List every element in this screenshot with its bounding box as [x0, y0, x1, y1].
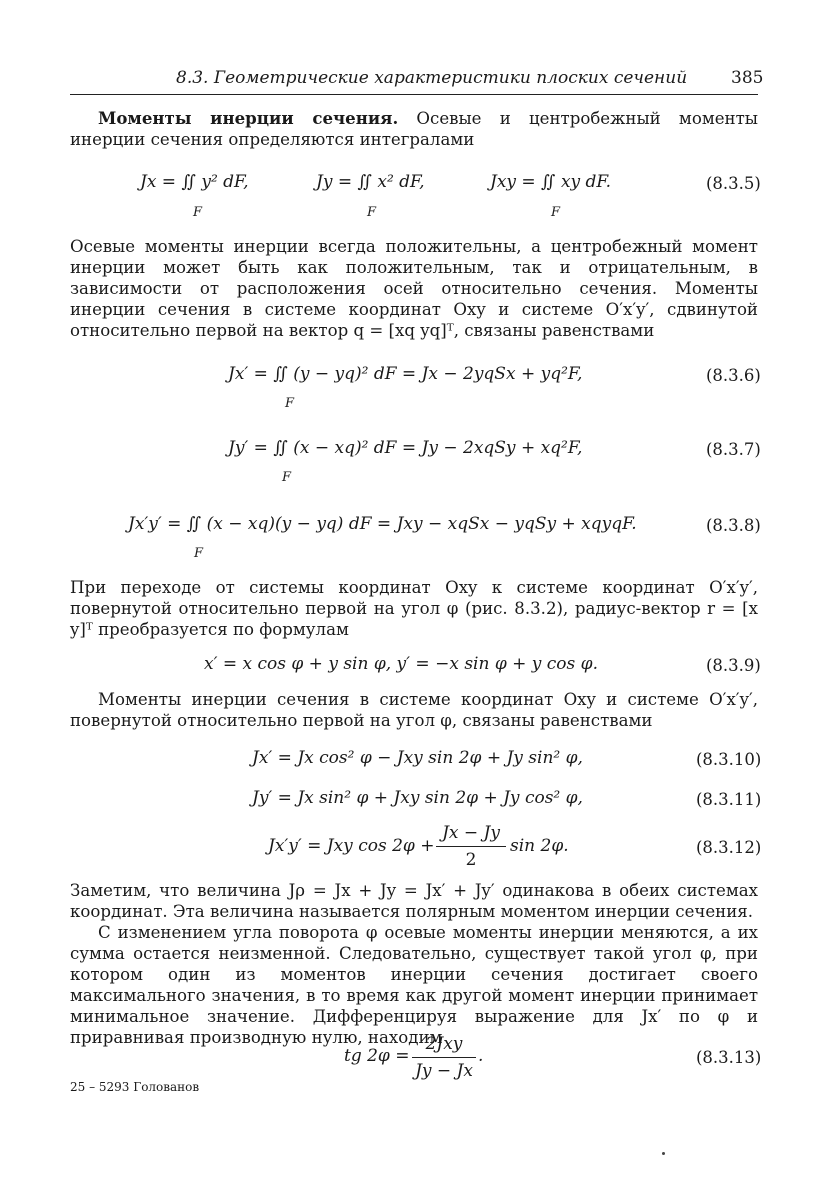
equation-number: (8.3.7) [706, 440, 761, 459]
equation-number: (8.3.10) [696, 750, 762, 769]
signature-footer: 25 – 5293 Голованов [70, 1080, 200, 1094]
paragraph-intro-text: Осевые и центробежный моменты инерции сечения определяются интегралами [70, 109, 758, 149]
equation-number: (8.3.9) [706, 656, 761, 675]
equation-8-3-12-left: Jx′y′ = Jxy cos 2φ + [268, 836, 435, 856]
paragraph-rotation-moments: Моменты инерции сечения в системе координат Oxy и системе O′x′y′, повернутой относительно первой на угол φ, связаны равенствами [70, 690, 758, 730]
fraction-bar [412, 1057, 476, 1058]
fraction-numerator: 2Jxy [425, 1034, 463, 1054]
paragraph-rotation: При переходе от системы координат Oxy к системе координат O′x′y′, повернутой относительно первой на угол φ (рис. 8.3.2), радиус-вектор r = [x y]ᵀ преобразуется по формулам [70, 578, 758, 639]
paragraph-principal-axes: С изменением угла поворота φ осевые моменты инерции меняются, а их сумма остается неизменной. Следовательно, существует такой угол φ, при котором один из моментов инерции сечения достигает своего максимального значения, в то время как другой момент инерции принимает минимальное значение. Дифференцируя выражение для Jx′ по φ и приравнивая производную нулю, находим [70, 923, 758, 1047]
equation-8-3-8: Jx′y′ = ∬ (x − xq)(y − yq) dF = Jxy − xqSx − yqSy + xqyqF. [128, 514, 637, 534]
equation-8-3-12-right: sin 2φ. [510, 836, 569, 856]
equation-number: (8.3.6) [706, 366, 761, 385]
equation-number: (8.3.11) [696, 790, 762, 809]
equation-8-3-13-right: . [478, 1046, 484, 1066]
integral-subscript: F [285, 396, 295, 411]
equation-8-3-5a: Jx = ∬ y² dF, [140, 172, 249, 192]
running-header-title: 8.3. Геометрические характеристики плоских сечений [176, 68, 688, 88]
equation-number: (8.3.8) [706, 516, 761, 535]
equation-8-3-13-left: tg 2φ = [344, 1046, 410, 1066]
paragraph-polar-moment: Заметим, что величина Jρ = Jx + Jy = Jx′ + Jy′ одинакова в обеих системах координат. Эта величина называется полярным моментом инерции сечения. [70, 881, 758, 921]
integral-subscript: F [282, 470, 292, 485]
fraction-numerator: Jx − Jy [442, 823, 500, 843]
equation-8-3-7: Jy′ = ∬ (x − xq)² dF = Jy − 2xqSy + xq²F, [228, 438, 583, 458]
equation-8-3-5b: Jy = ∬ x² dF, [316, 172, 425, 192]
paragraph-shift: Осевые моменты инерции всегда положительны, а центробежный момент инерции может быть как положительным, так и отрицательным, в зависимости от расположения осей относительно сечения. Моменты инерции сечения в системе координат Oxy и системе O′x′y′, сдвинутой относительно первой на вектор q = [xq yq]ᵀ, связаны равенствами [70, 237, 758, 340]
integral-subscript: F [193, 205, 203, 220]
equation-number: (8.3.13) [696, 1048, 762, 1067]
fraction-bar [436, 846, 506, 847]
equation-8-3-9: x′ = x cos φ + y sin φ, y′ = −x sin φ + y cos φ. [204, 654, 598, 674]
integral-subscript: F [367, 205, 377, 220]
equation-number: (8.3.12) [696, 838, 762, 857]
fraction-denominator: 2 [465, 850, 477, 870]
equation-8-3-5c: Jxy = ∬ xy dF. [490, 172, 611, 192]
page-number: 385 [731, 68, 764, 88]
paragraph-intro [70, 108, 758, 150]
integral-subscript: F [194, 546, 204, 561]
equation-number: (8.3.5) [706, 174, 761, 193]
fraction-denominator: Jy − Jx [415, 1061, 473, 1081]
header-rule [70, 94, 758, 95]
paragraph-lead-heading: Моменты инерции сечения. [98, 108, 399, 128]
equation-8-3-10: Jx′ = Jx cos² φ − Jxy sin 2φ + Jy sin² φ, [252, 748, 583, 768]
equation-8-3-11: Jy′ = Jx sin² φ + Jxy sin 2φ + Jy cos² φ, [252, 788, 583, 808]
integral-subscript: F [551, 205, 561, 220]
equation-8-3-6: Jx′ = ∬ (y − yq)² dF = Jx − 2yqSx + yq²F, [228, 364, 583, 384]
scan-speck [662, 1152, 665, 1155]
